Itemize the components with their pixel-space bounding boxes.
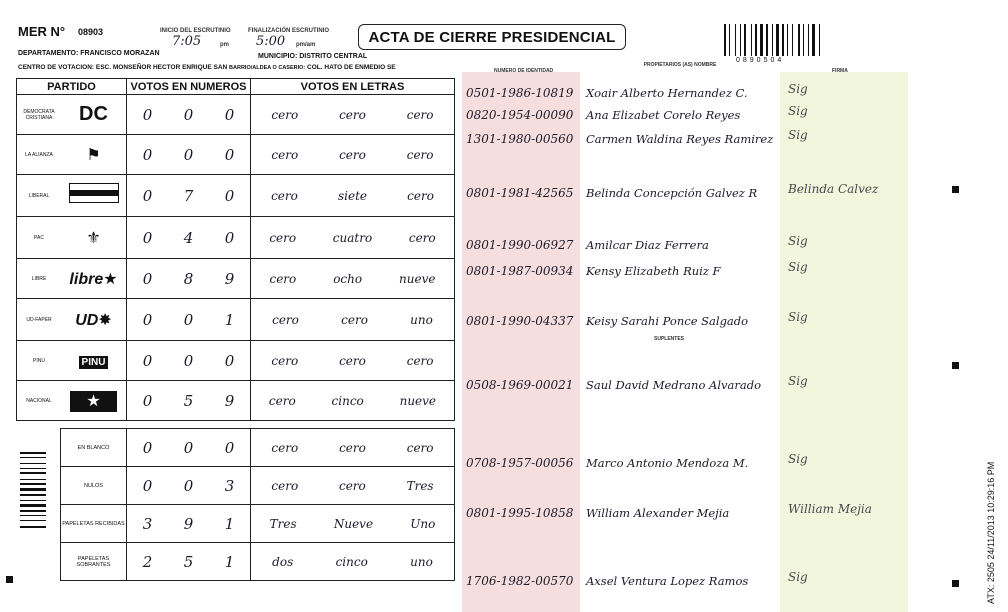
flag-icon: [69, 183, 119, 203]
barcode-bar: [780, 24, 781, 56]
inicio-label: INICIO DEL ESCRUTINIO: [160, 28, 231, 34]
vote-word: cero: [271, 147, 299, 162]
centro-label: CENTRO DE VOTACION:: [18, 64, 95, 71]
barcode-bar: [819, 24, 820, 56]
mer-label: MER N°: [18, 24, 66, 39]
registration-mark: [952, 186, 959, 193]
totals-row: [61, 505, 455, 543]
party-row: [17, 135, 455, 175]
member-signature: Sig: [788, 82, 808, 96]
barcode-bar: [766, 24, 768, 56]
party-name: NACIONAL: [26, 397, 52, 404]
member-id: 0708-1957-00056: [466, 456, 574, 470]
member-row: [462, 310, 908, 336]
muni-value: DISTRITO CENTRAL: [299, 53, 368, 60]
barcode-bar: [782, 24, 784, 56]
barcode-bar: [20, 457, 46, 458]
vote-word: cero: [408, 230, 436, 245]
member-signature: Belinda Calvez: [788, 182, 879, 196]
member-row: [462, 374, 908, 400]
totals-row: [61, 543, 455, 581]
vote-word: cero: [269, 271, 297, 286]
vote-digit: 0: [142, 186, 153, 205]
party-logo: UD: [75, 311, 99, 329]
party-row: [17, 175, 455, 217]
vote-digit: 0: [224, 105, 235, 124]
registration-mark: [952, 362, 959, 369]
vote-word: cero: [338, 478, 366, 493]
barcode-bar: [747, 24, 750, 56]
barcode-bar: [812, 24, 815, 56]
party-row: [17, 217, 455, 259]
barcode-bar: [20, 463, 46, 464]
vote-word: nueve: [399, 393, 437, 408]
vote-word: Tres: [269, 516, 297, 531]
vote-digit: 0: [183, 105, 194, 124]
page-title: ACTA DE CIERRE PRESIDENCIAL: [358, 24, 626, 50]
barcode-bar: [787, 24, 788, 56]
vote-word: cero: [271, 478, 299, 493]
member-signature: Sig: [788, 104, 808, 118]
party-logo: libre: [69, 270, 104, 288]
vote-digit: 0: [142, 438, 153, 457]
member-name: Amilcar Diaz Ferrera: [586, 238, 709, 252]
party-name: PINU: [33, 357, 45, 364]
barcode-bar: [740, 24, 741, 56]
vote-digit: 9: [224, 269, 235, 288]
vote-digit: 0: [142, 351, 153, 370]
member-id: 1706-1982-00570: [466, 574, 574, 588]
vote-digit: 0: [142, 105, 153, 124]
vote-word: cero: [406, 353, 434, 368]
member-name: Kensy Elizabeth Ruiz F: [586, 264, 721, 278]
member-row: [462, 182, 908, 208]
member-name: Xoair Alberto Hernandez C.: [586, 86, 748, 100]
barcode-bar: [737, 24, 739, 56]
barcode-bar: [20, 470, 46, 471]
vote-word: cero: [269, 230, 297, 245]
barcode-bar: [753, 24, 754, 56]
party-name: PAC: [34, 234, 44, 241]
barcode-bar: [810, 24, 811, 56]
barcode-bar: [20, 500, 46, 501]
barcode: [724, 24, 856, 56]
barcode-bar: [760, 24, 763, 56]
barcode-bar: [20, 508, 46, 509]
barcode-bar: [20, 472, 46, 474]
barcode-bar: [769, 24, 771, 56]
vote-word: cero: [268, 393, 296, 408]
party-name: DEMOCRATA CRISTIANA: [23, 108, 55, 121]
vote-digit: 5: [183, 391, 194, 410]
muni-label: MUNICIPIO:: [258, 53, 298, 60]
vote-digit: 0: [142, 310, 153, 329]
totals-table: [60, 428, 455, 581]
barcode-bar: [742, 24, 743, 56]
col-firma-header: FIRMA: [832, 68, 848, 74]
vote-word: cinco: [331, 393, 364, 408]
vote-word: cero: [271, 188, 298, 203]
barcode-bar: [792, 24, 793, 56]
party-row: [17, 299, 455, 341]
party-name: UD-FAPER: [26, 316, 52, 323]
vote-digit: 0: [224, 145, 235, 164]
vote-digit: 8: [183, 269, 194, 288]
party-row: [17, 381, 455, 421]
vote-digit: 0: [183, 310, 194, 329]
member-id: 0508-1969-00021: [466, 378, 574, 392]
vote-digit: 0: [142, 476, 153, 495]
member-id: 0501-1986-10819: [466, 86, 574, 100]
depto-label: DEPARTAMENTO:: [18, 50, 79, 57]
barcode-bar: [751, 24, 752, 56]
totals-label: PAPELETAS SOBRANTES: [61, 543, 127, 581]
barcode-bar: [20, 455, 46, 456]
barcode-bar: [724, 24, 726, 56]
barcode-bar: [20, 486, 46, 487]
vote-digit: 4: [183, 228, 194, 247]
vote-word: cero: [339, 107, 366, 122]
barcode-bar: [803, 24, 804, 56]
vote-word: cero: [341, 312, 368, 327]
member-name: William Alexander Mejia: [586, 506, 730, 520]
barcode-bar: [20, 502, 46, 503]
vote-word: cero: [339, 353, 366, 368]
vote-word: siete: [337, 188, 368, 203]
barcode-bar: [789, 24, 791, 56]
barcode-bar: [20, 452, 46, 454]
vote-digit: 1: [224, 552, 235, 571]
sun-icon: ✸: [98, 311, 112, 329]
barcode-bar: [772, 24, 773, 56]
vote-word: nueve: [399, 271, 436, 286]
col-id-header: NUMERO DE IDENTIDAD: [494, 68, 554, 74]
totals-row: [61, 429, 455, 467]
barcode-bar: [755, 24, 757, 56]
totals-label: NULOS: [61, 467, 127, 505]
vote-word: cero: [406, 147, 434, 162]
member-signature: Sig: [788, 128, 808, 142]
party-logo: PINU: [79, 356, 109, 369]
barcode-bar: [20, 526, 46, 528]
vote-word: cero: [407, 188, 434, 203]
barcode-bar: [727, 24, 728, 56]
member-row: [462, 260, 908, 286]
col-name-header: PROPIETARIOS (AS) NOMBRE: [643, 62, 717, 68]
vote-digit: 0: [224, 228, 235, 247]
party-name: LIBRE: [31, 275, 47, 282]
vote-word: uno: [410, 312, 433, 327]
vertical-barcode: [20, 452, 46, 548]
barcode-bar: [20, 465, 46, 467]
member-id: 0801-1990-04337: [466, 314, 574, 328]
vote-digit: 0: [142, 228, 153, 247]
col-partido: PARTIDO: [17, 79, 127, 95]
vote-digit: 0: [142, 269, 153, 288]
member-row: [462, 570, 908, 596]
barcode-bar: [20, 492, 46, 493]
member-name: Ana Elizabet Corelo Reyes: [586, 108, 741, 122]
totals-row: [61, 467, 455, 505]
barcode-bar: [785, 24, 786, 56]
registration-mark: [952, 580, 959, 587]
barcode-bar: [729, 24, 730, 56]
vote-digit: 5: [183, 552, 194, 571]
vote-digit: 0: [183, 145, 194, 164]
member-id: 1301-1980-00560: [466, 132, 574, 146]
col-letras: VOTOS EN LETRAS: [251, 79, 455, 95]
inicio-value: 7:05: [172, 34, 202, 49]
member-name: Keisy Sarahi Ponce Salgado: [586, 314, 749, 328]
member-signature: Sig: [788, 310, 808, 324]
totals-label: EN BLANCO: [61, 429, 127, 467]
barcode-bar: [816, 24, 818, 56]
vote-word: cinco: [335, 554, 368, 569]
member-signature: Sig: [788, 452, 808, 466]
star-icon: ★: [70, 391, 116, 412]
vote-word: Uno: [410, 516, 436, 531]
member-name: Carmen Waldina Reyes Ramirez: [586, 132, 774, 146]
barcode-bar: [20, 481, 46, 482]
member-signature: Sig: [788, 234, 808, 248]
member-row: [462, 104, 908, 130]
vote-word: cero: [339, 147, 366, 162]
barcode-bar: [758, 24, 759, 56]
barcode-bar: [20, 510, 46, 512]
barcode-bar: [20, 488, 46, 491]
inicio-ampm: pm: [220, 42, 229, 48]
side-stamp: ATX: 2505 24/11/2013 10:29:16 PM: [986, 461, 996, 604]
vote-word: Nueve: [333, 516, 374, 531]
barcode-bar: [20, 459, 46, 462]
vote-digit: 2: [142, 552, 153, 571]
vote-digit: 0: [183, 476, 194, 495]
fin-ampm: pm/am: [296, 42, 316, 48]
member-row: [462, 234, 908, 260]
vote-digit: 0: [142, 391, 153, 410]
party-row: [17, 95, 455, 135]
member-name: Axsel Ventura Lopez Ramos: [586, 574, 749, 588]
barcode-bar: [776, 24, 779, 56]
barcode-bar: [808, 24, 809, 56]
barcode-bar: [20, 520, 46, 521]
fin-label: FINALIZACIÓN ESCRUTINIO: [248, 28, 329, 34]
member-row: [462, 128, 908, 154]
barcode-bar: [735, 24, 736, 56]
member-id: 0801-1981-42565: [466, 186, 574, 200]
vote-digit: 1: [224, 310, 235, 329]
member-name: Marco Antonio Mendoza M.: [586, 456, 749, 470]
centro-value: ESC. MONSEÑOR HECTOR ENRIQUE SAN: [95, 64, 228, 71]
barcode-bar: [20, 513, 46, 514]
vote-word: Tres: [406, 478, 434, 493]
party-row: [17, 341, 455, 381]
member-row: [462, 82, 908, 108]
vote-digit: 9: [224, 391, 235, 410]
barcode-bar: [764, 24, 765, 56]
vote-word: uno: [410, 554, 433, 569]
vote-digit: 0: [183, 351, 194, 370]
member-name: Belinda Concepción Galvez R: [586, 186, 758, 200]
emblem-icon: ⚜: [86, 229, 101, 247]
member-signature: William Mejia: [788, 502, 872, 516]
barcode-bar: [20, 468, 46, 469]
barcode-bar: [20, 497, 46, 499]
barcode-bar: [20, 517, 46, 519]
star-icon: ★: [103, 270, 118, 288]
member-id: 0801-1990-06927: [466, 238, 574, 252]
barcode-bar: [794, 24, 797, 56]
member-row: [462, 502, 908, 528]
registration-mark: [6, 576, 13, 583]
barcode-bar: [20, 475, 46, 478]
fin-value: 5:00: [256, 34, 286, 49]
member-id: 0801-1987-00934: [466, 264, 574, 278]
barcode-bar: [20, 479, 46, 480]
vote-word: cero: [406, 107, 434, 122]
member-name: Saul David Medrano Alvarado: [586, 378, 761, 392]
barcode-bar: [20, 529, 46, 530]
totals-label: PAPELETAS RECIBIDAS: [61, 505, 127, 543]
barcode-bar: [20, 504, 46, 507]
barcode-bar: [805, 24, 807, 56]
vote-digit: 0: [224, 186, 235, 205]
barcode-bar: [20, 522, 46, 525]
mer-number: 08903: [78, 27, 104, 37]
barcode-bar: [20, 494, 46, 496]
vote-word: cero: [271, 107, 299, 122]
barrio-label: BARRIO/ALDEA O CASERIO:: [229, 65, 306, 71]
vote-digit: 3: [142, 514, 153, 533]
party-logo: DC: [79, 103, 108, 125]
vote-word: cuatro: [332, 230, 373, 245]
suplentes-label: SUPLENTES: [654, 336, 685, 342]
vote-word: cero: [272, 312, 299, 327]
vote-digit: 9: [183, 514, 194, 533]
vote-digit: 0: [224, 351, 235, 370]
vote-digit: 1: [224, 514, 235, 533]
vote-word: dos: [272, 554, 294, 569]
vote-word: cero: [271, 353, 299, 368]
barcode-bar: [20, 515, 46, 516]
member-signature: Sig: [788, 374, 808, 388]
vote-digit: 7: [183, 186, 194, 205]
vote-digit: 3: [224, 476, 235, 495]
barcode-text: 0890504: [736, 57, 785, 64]
barrio-value: COL. HATO DE ENMEDIO SE: [307, 64, 396, 71]
party-votes-table: [16, 78, 455, 421]
member-signature: Sig: [788, 570, 808, 584]
member-signature: Sig: [788, 260, 808, 274]
barcode-bar: [731, 24, 734, 56]
depto-value: FRANCISCO MORAZAN: [80, 50, 160, 57]
party-name: LA ALIANZA: [25, 151, 53, 158]
barcode-bar: [20, 483, 46, 485]
barcode-bar: [774, 24, 775, 56]
vote-word: ocho: [333, 271, 363, 286]
barcode-bar: [744, 24, 746, 56]
member-id: 0820-1954-00090: [466, 108, 574, 122]
flag-icon: ⚑: [86, 146, 101, 164]
vote-word: cero: [339, 440, 366, 455]
col-numeros: VOTOS EN NUMEROS: [127, 79, 251, 95]
vote-digit: 0: [142, 145, 153, 164]
vote-word: cero: [271, 440, 299, 455]
barcode-bar: [798, 24, 800, 56]
member-row: [462, 452, 908, 478]
vote-word: cero: [406, 440, 434, 455]
vote-digit: 0: [183, 438, 194, 457]
party-name: LIBERAL: [28, 192, 50, 199]
barcode-bar: [821, 24, 823, 56]
party-row: [17, 259, 455, 299]
member-id: 0801-1995-10858: [466, 506, 574, 520]
vote-digit: 0: [224, 438, 235, 457]
barcode-bar: [801, 24, 802, 56]
